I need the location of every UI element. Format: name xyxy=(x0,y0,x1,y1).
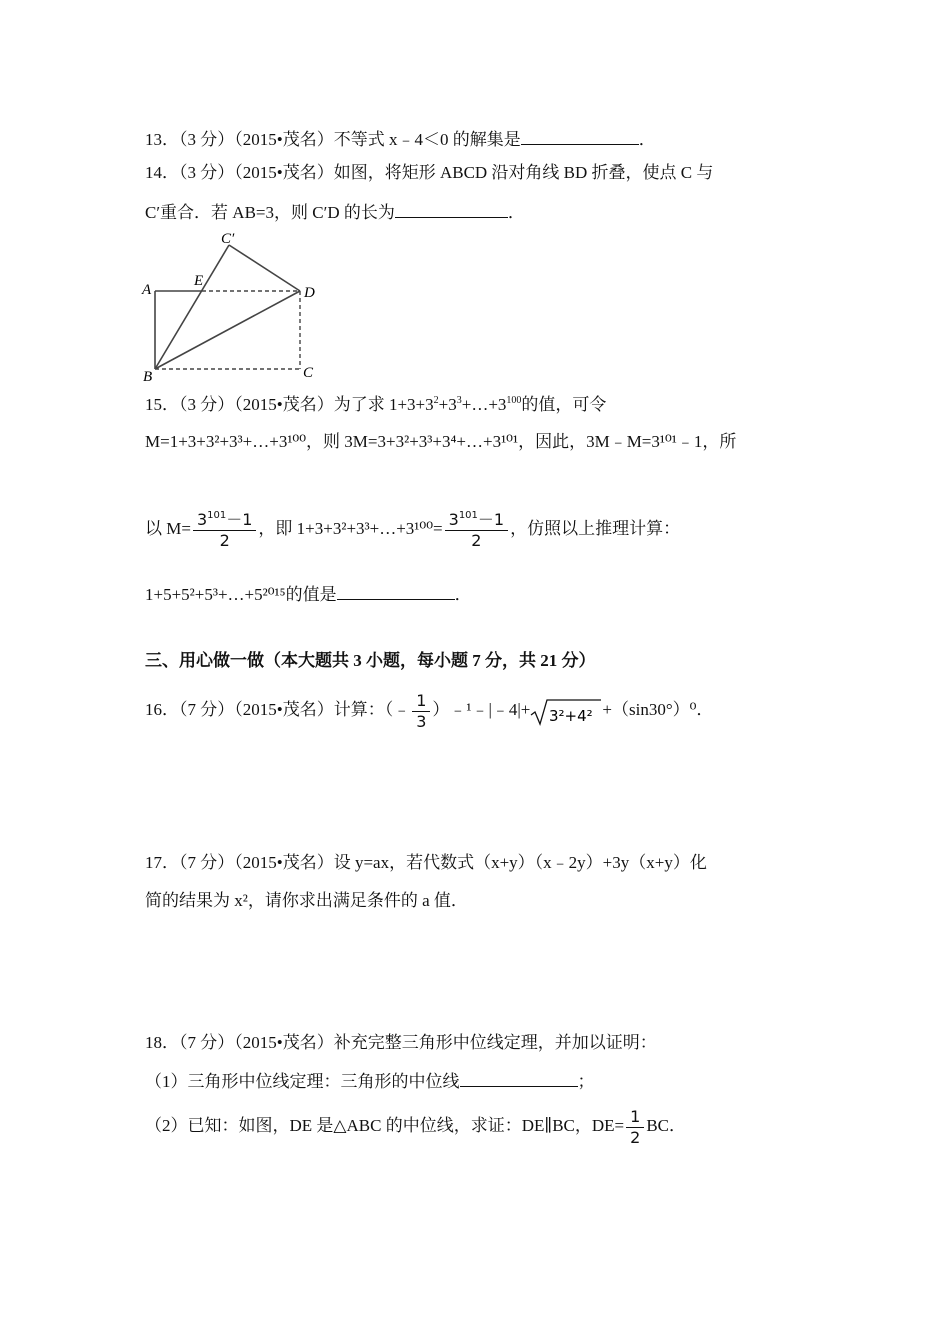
question-13-text: 13．（3 分）（2015•茂名）不等式 x﹣4＜0 的解集是 xyxy=(145,130,521,149)
label-c-prime: C′ xyxy=(221,231,235,247)
question-15-line-4: 1+5+5²+5³+…+5²⁰¹⁵的值是 ． xyxy=(145,581,472,606)
radical-sign-icon xyxy=(530,697,602,727)
question-14-line-2: C′重合．若 AB=3，则 C′D 的长为 ． xyxy=(145,199,525,224)
fraction: $\frac{3^{101}-1}{2}$ xyxy=(193,511,256,550)
rectangle-fold-figure xyxy=(138,230,328,385)
segment-bc-prime xyxy=(155,245,229,369)
question-17-line-1: 17．（7 分）（2015•茂名）设 y=ax，若代数式（x+y）（x﹣2y）+3y（x+y）化 xyxy=(145,853,707,872)
question-16: 16．（7 分）（2015•茂名）计算：（﹣ $\frac{1}{3}$ ）﹣¹﹣|﹣4|+ 3²+4² +（sin30°）⁰． xyxy=(145,690,714,731)
fraction: $\frac{3^{101}-1}{2}$ xyxy=(445,511,508,550)
segment-c-prime-d xyxy=(229,245,300,291)
question-18-line-3: （2）已知：如图，DE 是△ABC 的中位线，求证：DE∥BC，DE= $\frac{1}{2}$ BC． xyxy=(145,1106,687,1147)
question-13: 13．（3 分）（2015•茂名）不等式 x﹣4＜0 的解集是 ． xyxy=(145,126,656,151)
fraction-one-third: $\frac{1}{3}$ xyxy=(412,692,430,731)
section-heading: 三、用心做一做（本大题共 3 小题，每小题 7 分，共 21 分） xyxy=(145,651,596,670)
answer-blank[interactable] xyxy=(395,199,508,218)
diagonal-bd xyxy=(155,291,300,369)
label-e: E xyxy=(194,273,204,289)
label-b: B xyxy=(143,369,153,385)
fraction-one-half: $\frac{1}{2}$ xyxy=(626,1108,644,1147)
question-17-line-2: 简的结果为 x²，请你求出满足条件的 a 值． xyxy=(145,891,468,910)
label-c: C xyxy=(303,365,314,381)
svg-text:3²+4²: 3²+4² xyxy=(549,706,594,725)
question-15-line-3: 以 M= $\frac{3^{101}-1}{2}$ ，即 1+3+3²+3³+…+3¹⁰⁰= $\frac{3^{101}-1}{2}$ ，仿照以上推理计算： xyxy=(145,509,681,550)
question-14-line-1: 14．（3 分）（2015•茂名）如图，将矩形 ABCD 沿对角线 BD 折叠，使点 C 与 xyxy=(145,163,714,182)
question-15-line-2: M=1+3+3²+3³+…+3¹⁰⁰，则 3M=3+3²+3³+3⁴+…+3¹⁰¹，因此，3M﹣M=3¹⁰¹﹣1，所 xyxy=(145,432,737,451)
answer-blank[interactable] xyxy=(521,126,639,145)
answer-blank[interactable] xyxy=(460,1068,578,1087)
question-15-line-1: 15．（3 分）（2015•茂名）为了求 $1+3+3^2+3^3+\dots+3^{100}$的值，可令 xyxy=(145,395,607,414)
square-root xyxy=(530,691,602,731)
label-a: A xyxy=(142,282,152,298)
answer-blank[interactable] xyxy=(337,581,455,600)
question-18-line-2: （1）三角形中位线定理：三角形的中位线 ； xyxy=(145,1068,595,1093)
question-18-line-1: 18．（7 分）（2015•茂名）补充完整三角形中位线定理，并加以证明： xyxy=(145,1033,657,1052)
label-d: D xyxy=(304,285,315,301)
